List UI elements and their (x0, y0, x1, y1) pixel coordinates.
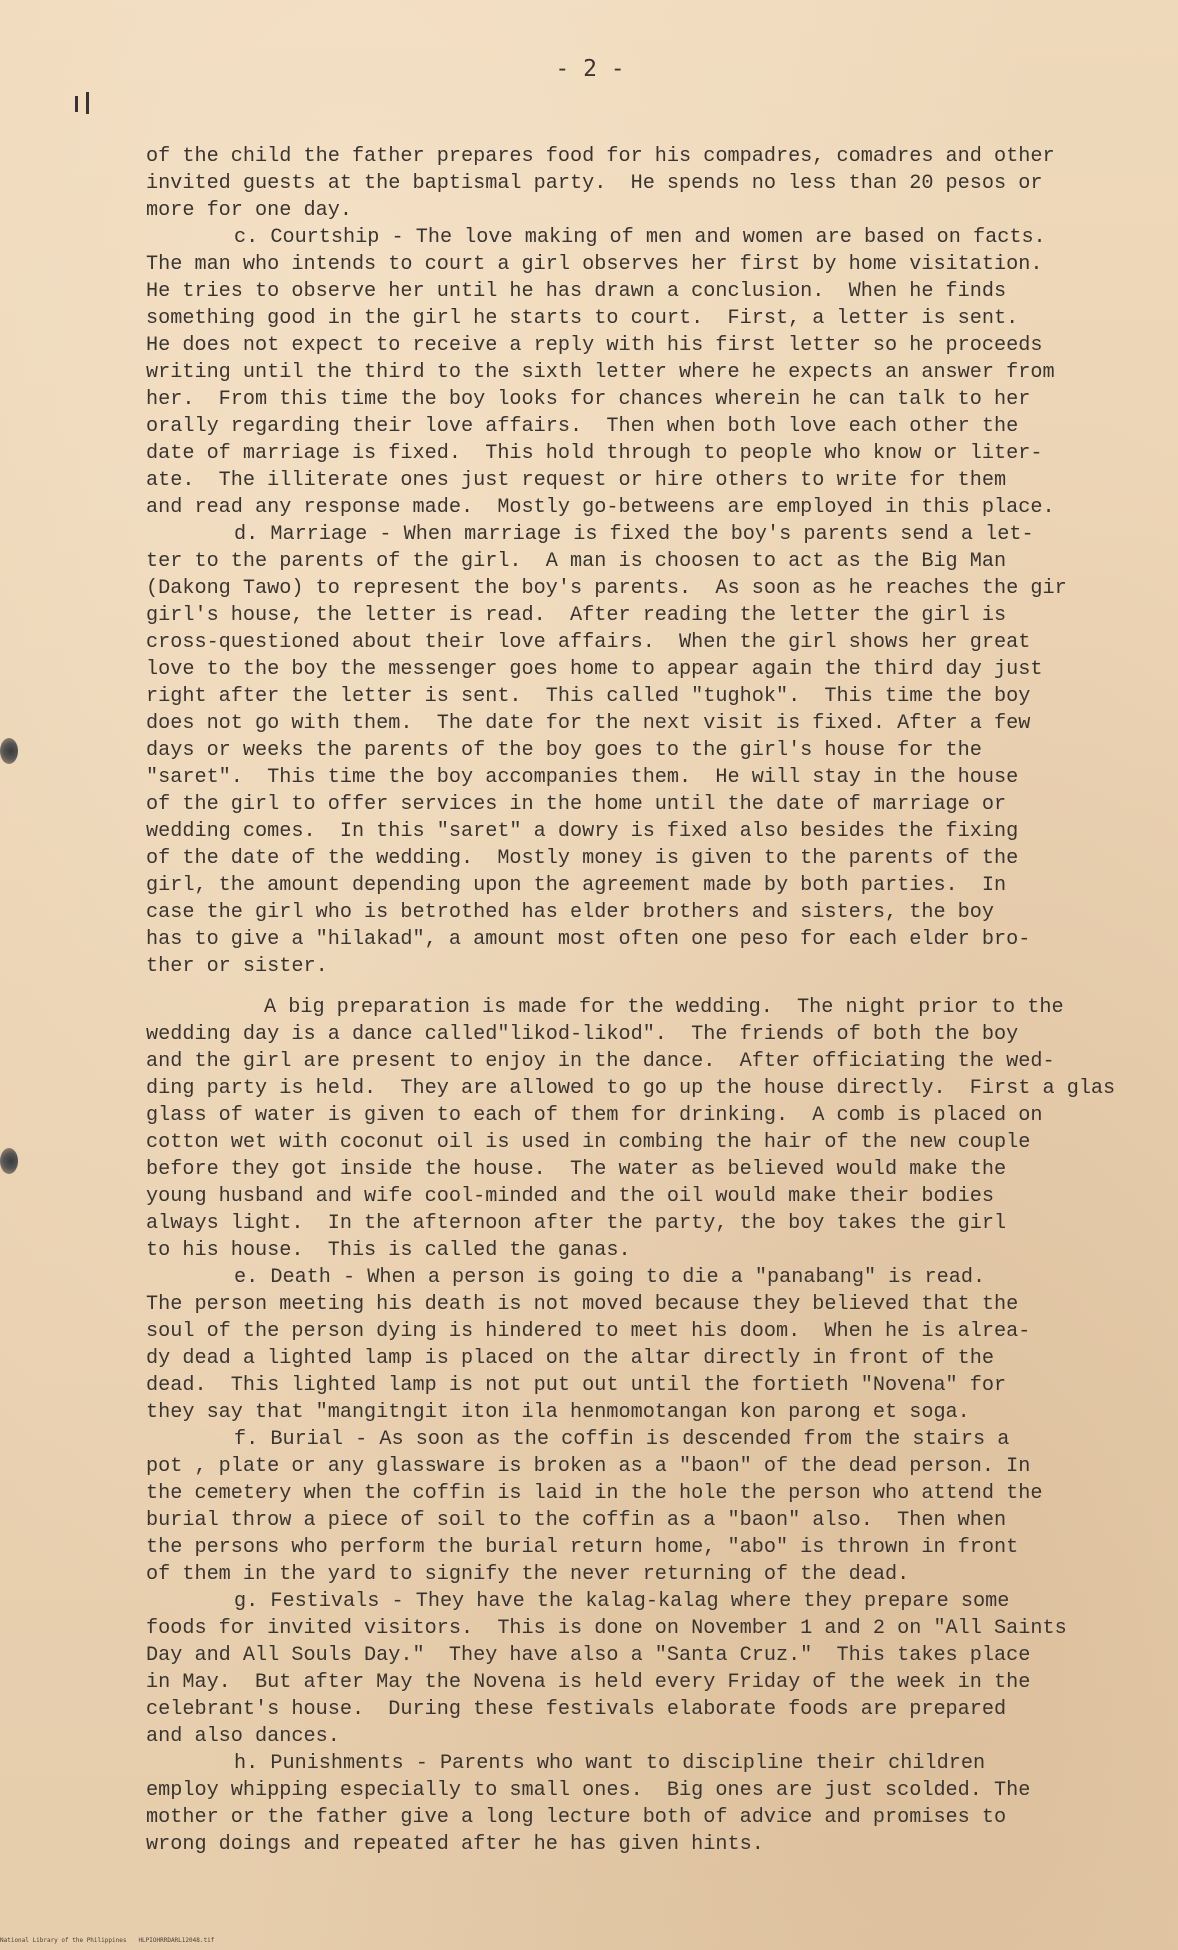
text-line: writing until the third to the sixth letter where he expects an answer from (146, 361, 1055, 384)
text-line: e. Death - When a person is going to die a "panabang" is read. (234, 1266, 986, 1289)
page-number: - 2 - (555, 56, 625, 82)
footer-caption (0, 1937, 1178, 1944)
text-line: wedding comes. In this "saret" a dowry is fixed also besides the fixing (146, 820, 1019, 843)
text-line: dy dead a lighted lamp is placed on the altar directly in front of the (146, 1347, 995, 1370)
text-line: of the girl to offer services in the home until the date of marriage or (146, 793, 1007, 816)
paragraph (146, 1426, 1146, 1588)
text-line: c. Courtship - The love making of men and women are based on facts. (234, 226, 1046, 249)
text-line: to his house. This is called the ganas. (146, 1239, 631, 1262)
text-line: ate. The illiterate ones just request or hire others to write for them (146, 469, 1007, 492)
text-line: employ whipping especially to small ones. Big ones are just scolded. The (146, 1779, 1031, 1802)
text-line: He tries to observe her until he has drawn a conclusion. When he finds (146, 280, 1007, 303)
text-line: more for one day. (146, 199, 352, 222)
text-line: date of marriage is fixed. This hold through to people who know or liter- (146, 442, 1043, 465)
text-line: and read any response made. Mostly go-betweens are employed in this place. (146, 496, 1055, 519)
text-line: dead. This lighted lamp is not put out until the fortieth "Novena" for (146, 1374, 1007, 1397)
text-line: in May. But after May the Novena is held every Friday of the week in the (146, 1671, 1031, 1694)
text-line: girl's house, the letter is read. After reading the letter the girl is (146, 604, 1007, 627)
text-line: (Dakong Tawo) to represent the boy's parents. As soon as he reaches the gir (146, 577, 1067, 600)
text-line: the persons who perform the burial return home, "abo" is thrown in front (146, 1536, 1019, 1559)
text-line: invited guests at the baptismal party. He spends no less than 20 pesos or (146, 172, 1043, 195)
paragraph (146, 224, 1146, 521)
text-line: love to the boy the messenger goes home to appear again the third day just (146, 658, 1043, 681)
text-line: girl, the amount depending upon the agreement made by both parties. In (146, 874, 1007, 897)
text-line: has to give a "hilakad", a amount most often one peso for each elder bro- (146, 928, 1031, 951)
text-line: ther or sister. (146, 955, 328, 978)
text-line: wrong doings and repeated after he has given hints. (146, 1833, 764, 1856)
text-line: glass of water is given to each of them for drinking. A comb is placed on (146, 1104, 1043, 1127)
text-line: her. From this time the boy looks for chances wherein he can talk to her (146, 388, 1031, 411)
text-line: orally regarding their love affairs. Then when both love each other the (146, 415, 1019, 438)
text-line: g. Festivals - They have the kalag-kalag where they prepare some (234, 1590, 1010, 1613)
text-line: days or weeks the parents of the boy goes to the girl's house for the (146, 739, 982, 762)
binding-hole-bottom (0, 1148, 18, 1174)
text-line: "saret". This time the boy accompanies them. He will stay in the house (146, 766, 1019, 789)
text-line: wedding day is a dance called"likod-likod". The friends of both the boy (146, 1023, 1019, 1046)
text-line: soul of the person dying is hindered to meet his doom. When he is alrea- (146, 1320, 1031, 1343)
margin-tick-mark (75, 96, 78, 112)
text-line: cotton wet with coconut oil is used in combing the hair of the new couple (146, 1131, 1031, 1154)
margin-tick-mark (86, 92, 89, 114)
text-line: something good in the girl he starts to court. First, a letter is sent. (146, 307, 1019, 330)
text-line: right after the letter is sent. This called "tughok". This time the boy (146, 685, 1031, 708)
text-line: f. Burial - As soon as the coffin is descended from the stairs a (234, 1428, 1010, 1451)
text-line: case the girl who is betrothed has elder brothers and sisters, the boy (146, 901, 995, 924)
text-line: of the child the father prepares food for his compadres, comadres and other (146, 145, 1055, 168)
paragraph (146, 1588, 1146, 1750)
text-line: and the girl are present to enjoy in the dance. After officiating the wed- (146, 1050, 1055, 1073)
footer-library: National Library of the Philippines (0, 1937, 127, 1944)
text-line: cross-questioned about their love affairs. When the girl shows her great (146, 631, 1031, 654)
paragraph (146, 1264, 1146, 1426)
text-line: He does not expect to receive a reply with his first letter so he proceeds (146, 334, 1043, 357)
paragraph (146, 994, 1146, 1264)
text-line: young husband and wife cool-minded and the oil would make their bodies (146, 1185, 995, 1208)
text-line: burial throw a piece of soil to the coffin as a "baon" also. Then when (146, 1509, 1007, 1532)
text-line: ter to the parents of the girl. A man is choosen to act as the Big Man (146, 550, 1007, 573)
text-line: The man who intends to court a girl observes her first by home visitation. (146, 253, 1043, 276)
text-line: h. Punishments - Parents who want to discipline their children (234, 1752, 986, 1775)
text-line: they say that "mangitngit iton ila henmomotangan kon parong et soga. (146, 1401, 970, 1424)
text-line: always light. In the afternoon after the party, the boy takes the girl (146, 1212, 1007, 1235)
text-line: d. Marriage - When marriage is fixed the boy's parents send a let- (234, 523, 1034, 546)
text-line: pot , plate or any glassware is broken as a "baon" of the dead person. In (146, 1455, 1031, 1478)
text-line: before they got inside the house. The water as believed would make the (146, 1158, 1007, 1181)
text-line: A big preparation is made for the wedding. The night prior to the (264, 996, 1064, 1019)
paragraph (146, 143, 1146, 224)
text-line: celebrant's house. During these festivals elaborate foods are prepared (146, 1698, 1007, 1721)
footer-file: HLPIOHRRDARL12048.tif (138, 1937, 215, 1944)
text-line: Day and All Souls Day." They have also a "Santa Cruz." This takes place (146, 1644, 1031, 1667)
text-line: The person meeting his death is not moved because they believed that the (146, 1293, 1019, 1316)
text-line: the cemetery when the coffin is laid in the hole the person who attend the (146, 1482, 1043, 1505)
paragraph (146, 521, 1146, 980)
text-line: of the date of the wedding. Mostly money is given to the parents of the (146, 847, 1019, 870)
paragraph (146, 1750, 1146, 1858)
paragraph-gap (146, 980, 1146, 994)
text-line: foods for invited visitors. This is done on November 1 and 2 on "All Saints (146, 1617, 1067, 1640)
document-body (146, 143, 1146, 1858)
text-line: mother or the father give a long lecture both of advice and promises to (146, 1806, 1007, 1829)
text-line: of them in the yard to signify the never returning of the dead. (146, 1563, 910, 1586)
text-line: and also dances. (146, 1725, 340, 1748)
text-line: ding party is held. They are allowed to go up the house directly. First a glas (146, 1077, 1116, 1100)
text-line: does not go with them. The date for the next visit is fixed. After a few (146, 712, 1031, 735)
binding-hole-top (0, 738, 18, 764)
